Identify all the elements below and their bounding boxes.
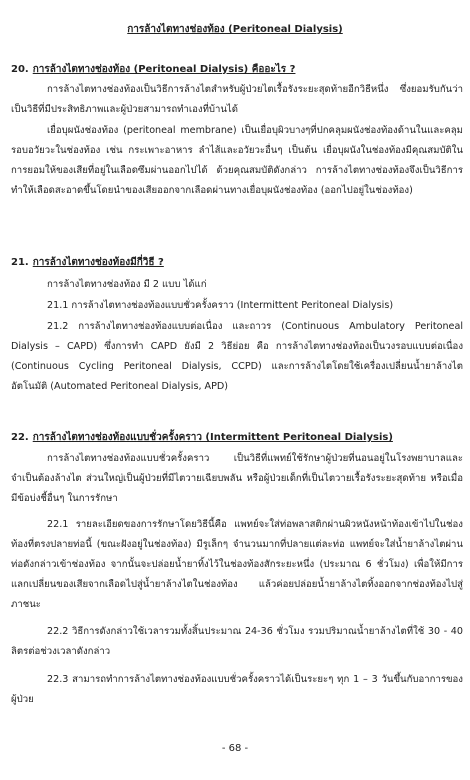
section-20-paragraph-1: การล้างไตทางช่องท้องเป็นวิธีการล้างไตสำหรับผู้ป่วยไตเรื้อรังระยะสุดท้ายอีกวิธีหนึ่ง ซึ่งยอมรับกันว่าเป็นวิธีที่มีประสิทธิภาพและผู้ป่วยสามารถทำเองที่บ้านได้ — [11, 84, 463, 115]
section-22-heading — [11, 428, 393, 448]
section-20-paragraph-2: เยื่อบุผนังช่องท้อง (peritoneal membrane) เป็นเยื่อบุผิวบางๆที่ปกคลุมผนังช่องท้องด้านในและคลุมรอบอวัยวะในช่องท้อง เช่น กระเพาะอาหาร ลำไส้และอวัยวะอื่นๆ เป็นต้น เยื่อบุผนังในช่องท้องมีคุณสมบัติในการยอมให้ของเสียที่อยู่ในเลือดซึมผ่านออกไปได้ ด้วยคุณสมบัติดังกล่าว การล้างไตทางช่องท้องจึงเป็นวิธีการทำให้เลือดสะอาดขึ้นโดยนำของเสียออกจากเลือดผ่านทางเยื่อบุผนังช่องท้อง (ออกไปอยู่ในช่องท้อง) — [11, 125, 463, 196]
document-title: การล้างไตทางช่องท้อง (Peritoneal Dialysis) — [127, 24, 343, 35]
section-heading-text: การล้างไตทางช่องท้องแบบชั่วครั้งคราว (Intermittent Peritoneal Dialysis) — [32, 432, 393, 443]
section-22-paragraph-1: การล้างไตทางช่องท้องแบบชั่วครั้งคราว เป็นวิธีที่แพทย์ใช้รักษาผู้ป่วยที่นอนอยู่ในโรงพยาบาลและจำเป็นต้องล้างไต ส่วนใหญ่เป็นผู้ป่วยที่มีไตวายเฉียบพลัน หรือผู้ป่วยเด็กที่เป็นไตวายเรื้อรังระยะสุดท้าย หรือเมื่อมีข้อบ่งชี้อื่นๆ ในการรักษา — [11, 453, 463, 504]
section-20-heading — [11, 60, 295, 80]
section-21-heading — [11, 253, 164, 273]
section-22-paragraph-2: 22.1 รายละเอียดของการรักษาโดยวิธีนี้คือ แพทย์จะใส่ท่อพลาสติกผ่านผิวหนังหน้าท้องเข้าไปในช่องท้องที่ตรงปลายท่อนี้ (ขณะฝังอยู่ในช่องท้อง) มีรูเล็กๆ จำนวนมากที่ปลายแต่ละท่อ แพทย์จะใส่น้ำยาล้างไตผ่านท่อดังกล่าวเข้าช่องท้อง จากนั้นจะปล่อยน้ำยาทิ้งไว้ในช่องท้องสักระยะหนึ่ง (ประมาณ 6 ชั่วโมง) เพื่อให้มีการแลกเปลี่ยนของเสียจากเลือดไปสู่น้ำยาล้างไตในช่องท้อง แล้วค่อยปล่อยน้ำยาล้างไตทิ้งออกจากช่องท้องไปสู่ภาชนะ — [11, 519, 463, 610]
section-number: 21. — [11, 257, 29, 268]
section-heading-text: การล้างไตทางช่องท้องมีกี่วิธี ? — [32, 257, 164, 268]
section-number: 22. — [11, 432, 29, 443]
section-21-item-2: 21.2 การล้างไตทางช่องท้องแบบต่อเนื่อง และถาวร (Continuous Ambulatory Peritoneal Dialysis – CAPD) ซึ่งการทำ CAPD ยังมี 2 วิธีย่อย คือ การล้างไตทางช่องท้องเป็นวงรอบแบบต่อเนื่อง (Continuous Cycling Peritoneal Dialysis, CCPD) และการล้างไตโดยใช้เครื่องเปลี่ยนน้ำยาล้างไตอัตโนมัติ (Automated Peritoneal Dialysis, APD) — [11, 321, 463, 392]
section-21-intro: การล้างไตทางช่องท้อง มี 2 แบบ ได้แก่ — [47, 279, 207, 290]
section-21-item-1: 21.1 การล้างไตทางช่องท้องแบบชั่วครั้งคราว (Intermittent Peritoneal Dialysis) — [47, 300, 394, 311]
section-22-paragraph-4: 22.3 สามารถทำการล้างไตทางช่องท้องแบบชั่วครั้งคราวได้เป็นระยะๆ ทุก 1 – 3 วันขึ้นกับอาการของผู้ป่วย — [11, 674, 463, 705]
section-heading-text: การล้างไตทางช่องท้อง (Peritoneal Dialysis) คืออะไร ? — [32, 64, 296, 75]
section-22-paragraph-3: 22.2 วิธีการดังกล่าวใช้เวลารวมทั้งสิ้นประมาณ 24-36 ชั่วโมง รวมปริมาณน้ำยาล้างไตที่ใช้ 30 - 40 ลิตรต่อช่วงเวลาดังกล่าว — [11, 626, 463, 657]
section-number: 20. — [11, 64, 29, 75]
page-number: - 68 - — [221, 743, 249, 754]
